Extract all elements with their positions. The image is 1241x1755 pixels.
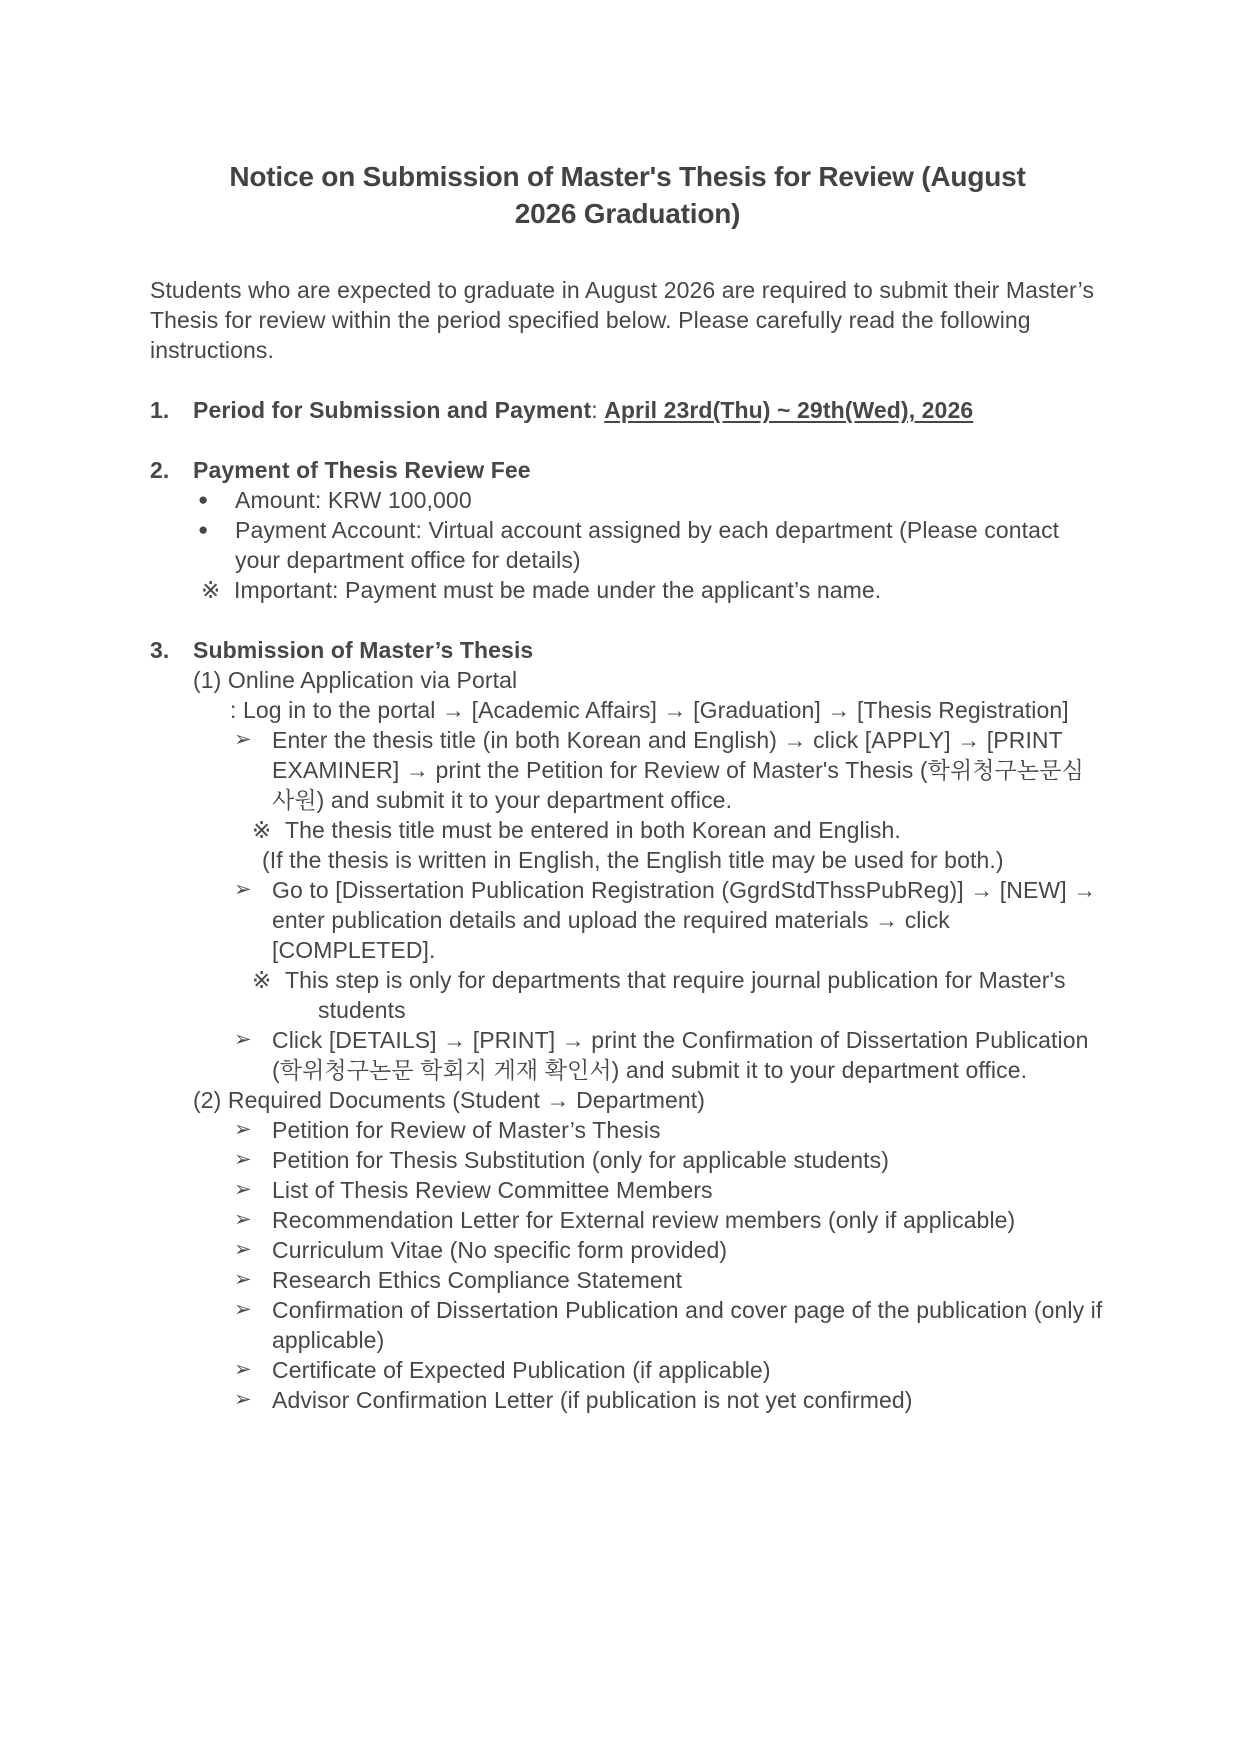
subsection-2-label: (2) (193, 1087, 228, 1113)
list-item (150, 485, 1105, 515)
document-list-item-text: Confirmation of Dissertation Publication and cover page of the publication (only if applicable) (272, 1297, 1103, 1353)
section-3 (150, 635, 1105, 1415)
step-note (150, 965, 1105, 1025)
step-item (150, 725, 1105, 815)
submission-period: April 23rd(Thu) ~ 29th(Wed), 2026 (604, 397, 974, 423)
arrow-bullet-icon: ➢ (234, 1388, 252, 1411)
arrow-bullet-icon: ➢ (234, 728, 252, 751)
document-list-item (150, 1355, 1105, 1385)
section-1-number: 1. (150, 397, 170, 423)
subsection-1-label: (1) (193, 667, 228, 693)
step-note-text: The thesis title must be entered in both Korean and English. (285, 817, 901, 843)
document-list-item-text: Recommendation Letter for External review members (only if applicable) (272, 1207, 1016, 1233)
document-body (150, 158, 1105, 1415)
document-list-item-text: Petition for Thesis Substitution (only for applicable students) (272, 1147, 889, 1173)
section-2-heading: Payment of Thesis Review Fee (193, 457, 531, 483)
step-note-continuation: (If the thesis is written in English, the English title may be used for both.) (262, 847, 1004, 873)
important-note-text: Important: Payment must be made under the applicant’s name. (234, 577, 882, 603)
required-documents-list (150, 1115, 1105, 1415)
section-3-heading: Submission of Master’s Thesis (193, 637, 534, 663)
document-list-item-text: Research Ethics Compliance Statement (272, 1267, 683, 1293)
list-item-text: Payment Account: Virtual account assigned by each department (Please contact your department office for details) (235, 517, 1060, 573)
document-list-item-text: List of Thesis Review Committee Members (272, 1177, 713, 1203)
step-note (150, 815, 1105, 845)
important-note (150, 575, 1105, 605)
arrow-bullet-icon: ➢ (234, 1178, 252, 1201)
subsection-2-title: Required Documents (Student → Department) (227, 1087, 705, 1113)
document-list-item (150, 1205, 1105, 1235)
document-list-item-text: Curriculum Vitae (No specific form provided) (272, 1237, 728, 1263)
bullet-icon: ● (198, 520, 209, 539)
arrow-bullet-icon: ➢ (234, 1208, 252, 1231)
reference-mark-icon: ※ (252, 817, 272, 843)
reference-mark-icon: ※ (252, 967, 272, 993)
arrow-bullet-icon: ➢ (234, 1028, 252, 1051)
step-item (150, 875, 1105, 965)
document-list-item (150, 1145, 1105, 1175)
document-list-item-text: Advisor Confirmation Letter (if publication is not yet confirmed) (272, 1387, 913, 1413)
document-list-item-text: Certificate of Expected Publication (if applicable) (272, 1357, 771, 1383)
section-1-heading (193, 395, 1023, 425)
arrow-bullet-icon: ➢ (234, 1118, 252, 1141)
list-item (150, 515, 1105, 575)
document-list-item (150, 1385, 1105, 1415)
subsection-2-heading (150, 1085, 1105, 1115)
document-list-item (150, 1175, 1105, 1205)
step-item-text: Go to [Dissertation Publication Registration (GgrdStdThssPubReg)] → [NEW] → enter publication details and upload the required materials → click [COMPLETED]. (272, 877, 1097, 963)
arrow-bullet-icon: ➢ (234, 1148, 252, 1171)
arrow-bullet-icon: ➢ (234, 1298, 252, 1321)
subsection-1-title: Online Application via Portal (227, 667, 518, 693)
reference-mark-icon: ※ (201, 577, 221, 603)
step-item-text: Click [DETAILS] → [PRINT] → print the Confirmation of Dissertation Publication (학위청구논문 학회지 게재 확인서) and submit it to your department office. (272, 1027, 1089, 1083)
section-3-number: 3. (150, 637, 170, 663)
section-1 (150, 395, 1105, 425)
section-2-heading-row (150, 455, 1105, 485)
bullet-icon: ● (198, 490, 209, 509)
document-list-item (150, 1235, 1105, 1265)
section-1-heading-text: Period for Submission and Payment (193, 397, 592, 423)
arrow-bullet-icon: ➢ (234, 1238, 252, 1261)
page-title: Notice on Submission of Master's Thesis for Review (August 2026 Graduation) (229, 161, 1026, 229)
document-list-item-text: Petition for Review of Master’s Thesis (272, 1117, 661, 1143)
document-list-item (150, 1115, 1105, 1145)
step-item (150, 1025, 1105, 1085)
section-2 (150, 455, 1105, 605)
step-note-text: This step is only for departments that require journal publication for Master's students (285, 967, 1066, 1023)
intro-paragraph: Students who are expected to graduate in August 2026 are required to submit their Master’s Thesis for review within the period specified below. Please carefully read the following instructions. (150, 277, 1095, 363)
section-1-colon: : (591, 397, 605, 423)
document-list-item (150, 1295, 1105, 1355)
section-2-number: 2. (150, 457, 170, 483)
section-3-heading-row (150, 635, 1105, 665)
subsection-1-heading (150, 665, 1105, 695)
list-item-text: Amount: KRW 100,000 (235, 487, 472, 513)
document-list-item (150, 1265, 1105, 1295)
arrow-bullet-icon: ➢ (234, 1268, 252, 1291)
step-item-text: Enter the thesis title (in both Korean and English) → click [APPLY] → [PRINT EXAMINER] → print the Petition for Review of Master's Thesis (학위청구논문심사원) and submit it to your department office. (272, 727, 1084, 813)
arrow-bullet-icon: ➢ (234, 1358, 252, 1381)
portal-path-line: : Log in to the portal → [Academic Affairs] → [Graduation] → [Thesis Registration] (230, 697, 1069, 723)
arrow-bullet-icon: ➢ (234, 878, 252, 901)
